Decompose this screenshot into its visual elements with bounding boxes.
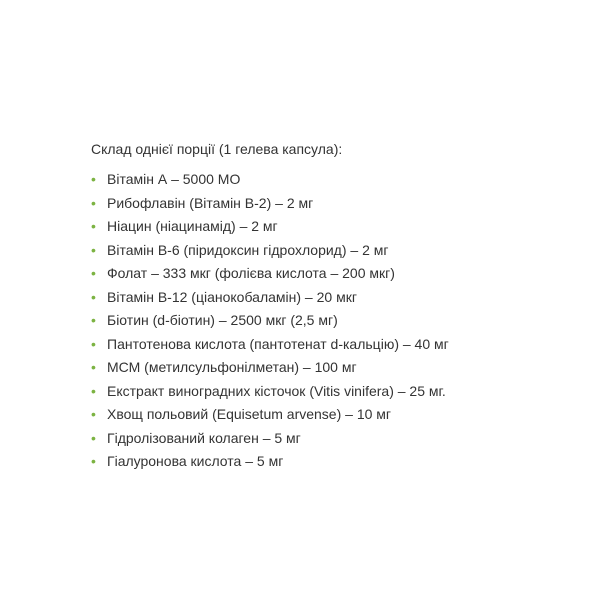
list-item — [91, 403, 571, 427]
list-item — [91, 239, 571, 263]
item-text: Вітамін А – 5000 МО — [107, 171, 241, 187]
section-heading: Склад однієї порції (1 гелева капсула): — [91, 141, 343, 157]
item-text: Вітамін В-6 (піридоксин гідрохлорид) – 2 мг — [107, 241, 389, 258]
bullet-icon: • — [91, 429, 96, 446]
bullet-icon: • — [91, 218, 96, 234]
item-text: Рибофлавін (Вітамін В-2) – 2 мг — [107, 194, 314, 211]
bullet-icon: • — [91, 359, 96, 375]
item-text: МСМ (метилсульфонілметан) – 100 мг — [107, 359, 357, 375]
list-item — [91, 380, 571, 404]
bullet-icon: • — [91, 194, 96, 211]
item-text: Фолат – 333 мкг (фолієва кислота – 200 мкг) — [107, 265, 395, 281]
item-text: Гіалуронова кислота – 5 мг — [107, 453, 284, 469]
list-item — [91, 450, 571, 474]
item-text: Екстракт виноградних кісточок (Vitis vinifera) – 25 мг. — [107, 382, 446, 399]
bullet-icon: • — [91, 382, 96, 399]
bullet-icon: • — [91, 453, 96, 469]
bullet-icon: • — [91, 265, 96, 281]
list-item — [91, 427, 571, 451]
list-item — [91, 309, 571, 333]
list-item — [91, 286, 571, 310]
bullet-icon: • — [91, 171, 96, 187]
ingredients-list — [91, 168, 571, 474]
bullet-icon: • — [91, 241, 96, 258]
list-item — [91, 262, 571, 286]
list-item — [91, 192, 571, 216]
bullet-icon: • — [91, 335, 96, 352]
item-text: Хвощ польовий (Equisetum arvense) – 10 мг — [107, 406, 392, 422]
item-text: Ніацин (ніацинамід) – 2 мг — [107, 218, 278, 234]
list-item — [91, 215, 571, 239]
ingredients-section — [91, 140, 571, 474]
list-item — [91, 356, 571, 380]
item-text: Гідролізований колаген – 5 мг — [107, 429, 301, 446]
list-item — [91, 333, 571, 357]
bullet-icon: • — [91, 406, 96, 422]
list-item — [91, 168, 571, 192]
item-text: Біотин (d-біотин) – 2500 мкг (2,5 мг) — [107, 312, 338, 328]
item-text: Пантотенова кислота (пантотенат d-кальцію) – 40 мг — [107, 335, 449, 352]
bullet-icon: • — [91, 312, 96, 328]
bullet-icon: • — [91, 288, 96, 305]
item-text: Вітамін В-12 (ціанокобаламін) – 20 мкг — [107, 288, 357, 305]
